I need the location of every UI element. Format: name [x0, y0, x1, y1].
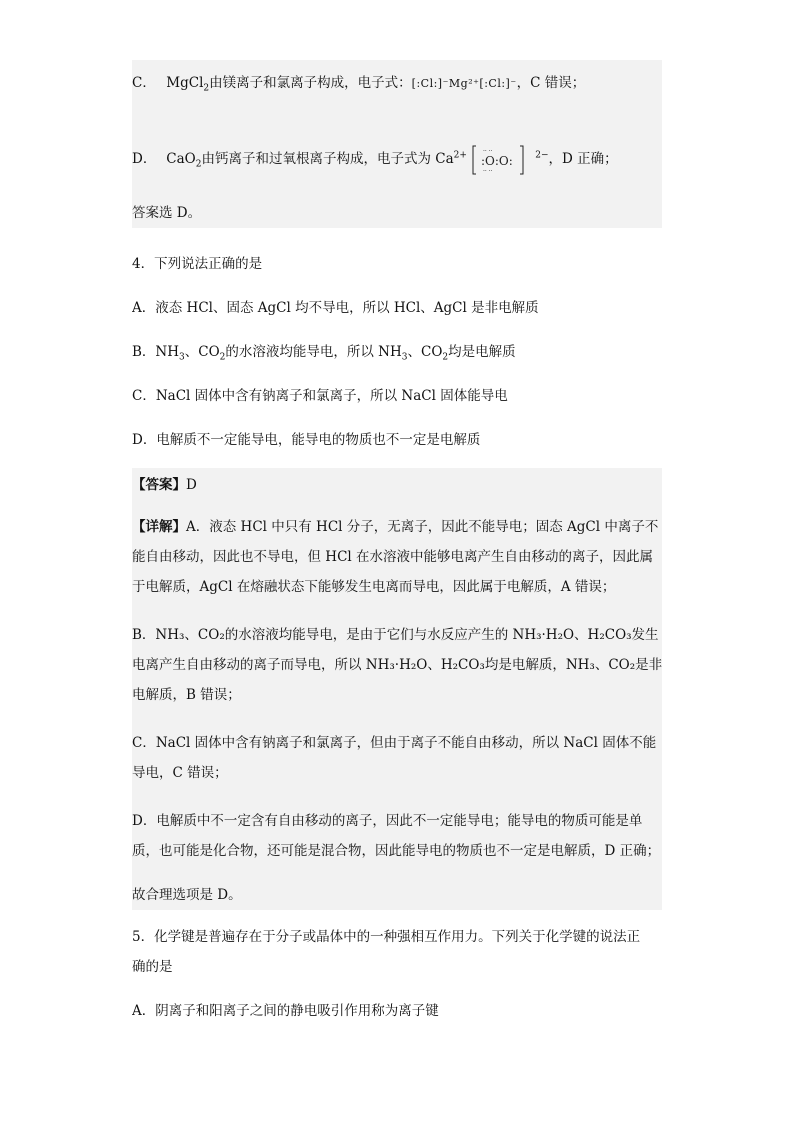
explanation-block-prev	[132, 60, 662, 228]
electron-formula-mgcl2: [:Cl:]⁻Mg²⁺[:Cl:]⁻	[411, 77, 517, 90]
detail-d: D．电解质中不一定含有自由移动的离子，因此不一定能导电；能导电的物质可能是单 质，也可能是化合物，还可能是混合物，因此能导电的物质也不一定是电解质，D 正确；	[132, 813, 661, 859]
peroxide-electron-diagram	[471, 143, 535, 177]
explanation-block-q4	[132, 468, 662, 910]
question-4-option-a: A．液态 HCl、固态 AgCl 均不导电，所以 HCl、AgCl 是非电解质	[132, 300, 539, 316]
svg-text:·· ··: ·· ··	[483, 167, 493, 175]
detail-a: 【详解】A．液态 HCl 中只有 HCl 分子，无离子，因此不能导电；固态 AgCl 中离子不 能自由移动，因此也不导电，但 HCl 在水溶液中能够电离产生自由移动的离子，因此属 于电解质，AgCl 在熔融状态下能够发生电离而导电，因此属于电解质，A 错误；	[132, 519, 659, 595]
formula-cao2: CaO$_2$	[166, 151, 202, 170]
svg-text:·· ··: ·· ··	[483, 147, 493, 155]
question-4	[132, 242, 662, 462]
question-5-stem-1: 5．化学键是普遍存在于分子或晶体中的一种强相互作用力。下列关于化学键的说法正	[132, 929, 641, 945]
question-4-option-d: D．电解质不一定能导电，能导电的物质也不一定是电解质	[132, 432, 481, 448]
question-5	[132, 922, 662, 1028]
question-5-stem-2: 确的是	[132, 959, 173, 975]
detail-c: C．NaCl 固体中含有钠离子和氯离子，但由于离子不能自由移动，所以 NaCl 固体不能 导电，C 错误；	[132, 735, 657, 781]
answer-q3: 答案选 D。	[132, 205, 202, 221]
conclusion-q4: 故合理选项是 D。	[132, 887, 242, 903]
explanation-option-d: D． CaO$_2$由钙离子和过氧根离子构成，电子式为 $Ca^{2+}$ :O:O: ·· ·· ·· ·· $^{2-}$，D 正确；	[132, 134, 662, 184]
explanation-option-c: C． MgCl$_2$由镁离子和氯离子构成，电子式：[:Cl:]⁻Mg²⁺[:Cl:]⁻，C 错误；	[132, 60, 662, 106]
detail-b: B．NH₃、CO₂的水溶液均能导电，是由于它们与水反应产生的 NH₃·H₂O、H₂CO₃发生 电离产生自由移动的离子而导电，所以 NH₃·H₂O、H₂CO₃均是电解质，NH₃、CO₂是非 电解质，B 错误；	[132, 627, 662, 703]
question-4-option-b: B．$NH_3$、$CO_2$的水溶液均能导电，所以 $NH_3$、$CO_2$均是电解质	[132, 344, 516, 363]
document-page	[132, 60, 662, 1028]
formula-mgcl2: MgCl$_2$	[166, 75, 210, 94]
answer-q4: 【答案】D	[132, 477, 197, 493]
question-4-option-c: C．NaCl 固体中含有钠离子和氯离子，所以 NaCl 固体能导电	[132, 388, 508, 404]
question-5-option-a: A．阴离子和阳离子之间的静电吸引作用称为离子键	[132, 1003, 439, 1019]
question-4-stem: 4．下列说法正确的是	[132, 256, 263, 272]
svg-text::O:O:: :O:O:	[481, 153, 514, 168]
